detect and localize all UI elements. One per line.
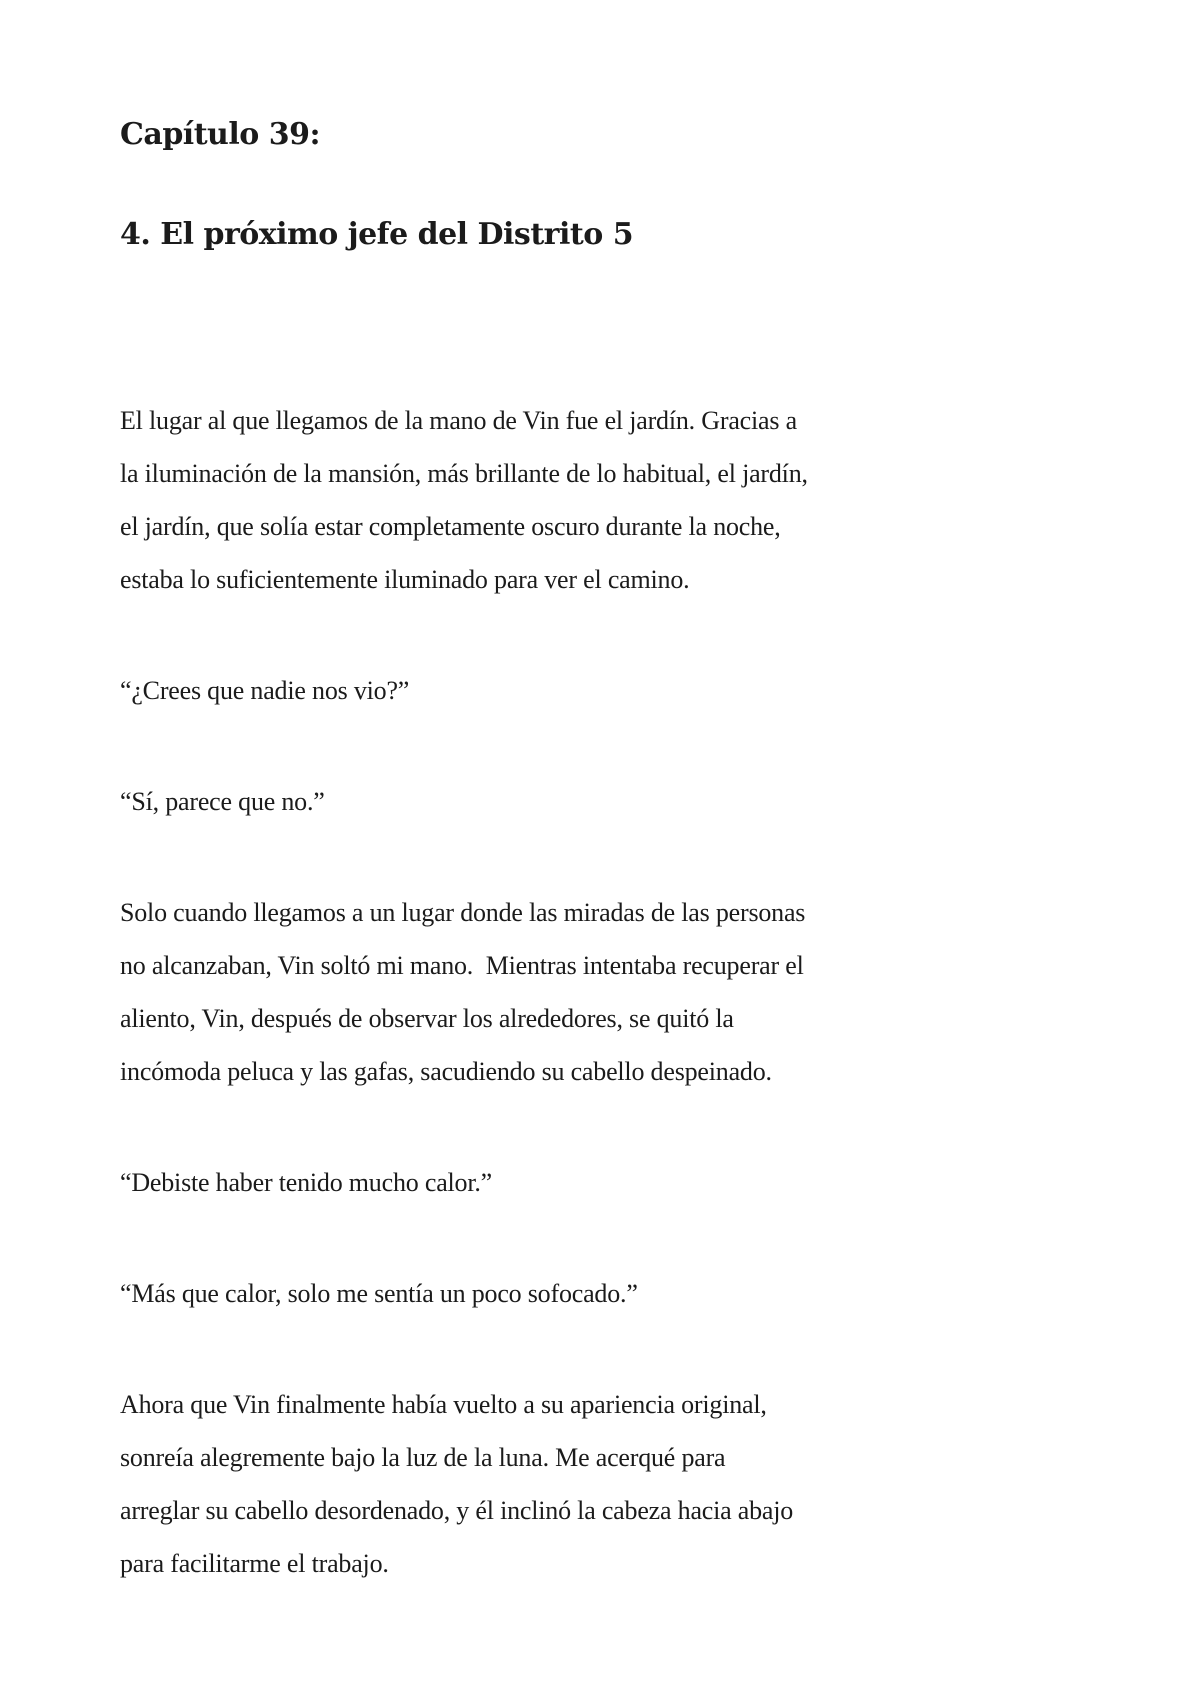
text-line: estaba lo suficientemente iluminado para ver el camino. bbox=[120, 565, 690, 594]
paragraphs bbox=[120, 394, 1080, 1590]
text-line: para facilitarme el trabajo. bbox=[120, 1549, 389, 1578]
text-line: El lugar al que llegamos de la mano de Vin fue el jardín. Gracias a bbox=[120, 406, 797, 435]
text-line: aliento, Vin, después de observar los alrededores, se quitó la bbox=[120, 1004, 734, 1033]
paragraph bbox=[120, 1156, 1080, 1209]
paragraph bbox=[120, 394, 1080, 606]
text-line: arreglar su cabello desordenado, y él inclinó la cabeza hacia abajo bbox=[120, 1496, 794, 1525]
chapter-heading: Capítulo 39: bbox=[120, 117, 321, 152]
text-line: “¿Crees que nadie nos vio?” bbox=[120, 676, 410, 705]
text-line: el jardín, que solía estar completamente oscuro durante la noche, bbox=[120, 512, 781, 541]
text-line: Ahora que Vin finalmente había vuelto a su apariencia original, bbox=[120, 1390, 767, 1419]
section-heading: 4. El próximo jefe del Distrito 5 bbox=[120, 217, 634, 252]
text-line: “Sí, parece que no.” bbox=[120, 787, 325, 816]
paragraph bbox=[120, 1378, 1080, 1590]
text-line: sonreía alegremente bajo la luz de la luna. Me acerqué para bbox=[120, 1443, 726, 1472]
text-line: Solo cuando llegamos a un lugar donde las miradas de las personas bbox=[120, 898, 806, 927]
text-line: “Más que calor, solo me sentía un poco sofocado.” bbox=[120, 1279, 638, 1308]
paragraph bbox=[120, 664, 1080, 717]
text-line: “Debiste haber tenido mucho calor.” bbox=[120, 1168, 493, 1197]
text-line: no alcanzaban, Vin soltó mi mano. Mientras intentaba recuperar el bbox=[120, 951, 804, 980]
paragraph bbox=[120, 1267, 1080, 1320]
text-line: la iluminación de la mansión, más brillante de lo habitual, el jardín, bbox=[120, 459, 808, 488]
paragraph bbox=[120, 775, 1080, 828]
paragraph bbox=[120, 886, 1080, 1098]
text-line: incómoda peluca y las gafas, sacudiendo su cabello despeinado. bbox=[120, 1057, 772, 1086]
